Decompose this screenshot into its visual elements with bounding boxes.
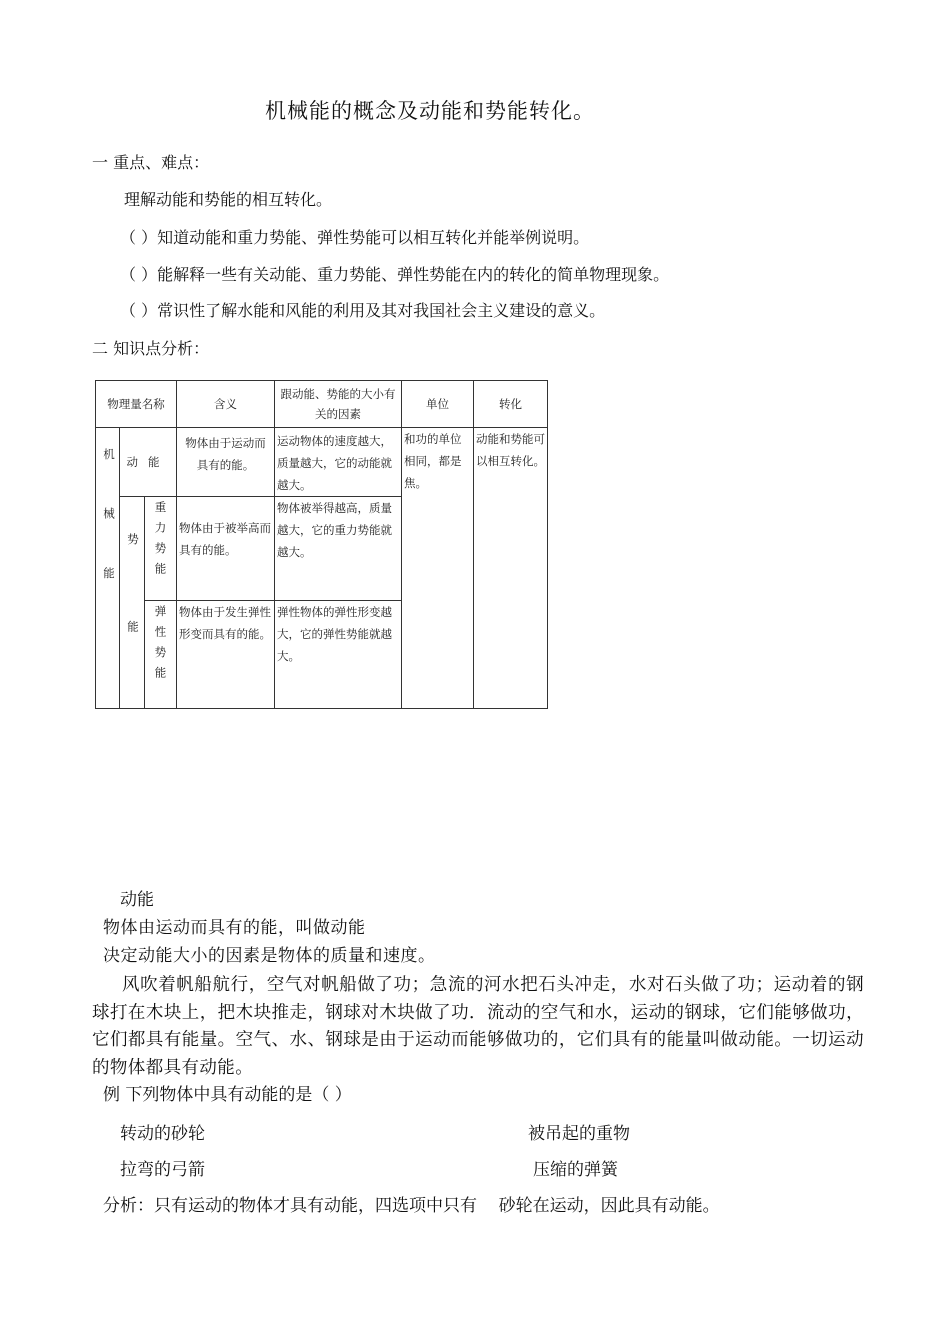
row-name-cell <box>145 497 177 601</box>
key-point-item: （ ）能解释一些有关动能、重力势能、弹性势能在内的转化的简单物理现象。 <box>120 265 670 284</box>
meaning-cell: 物体由于运动而具有的能。 <box>177 428 275 497</box>
page-title: 机械能的概念及动能和势能转化。 <box>265 99 595 123</box>
conversion-cell: 动能和势能可以相互转化。 <box>474 428 548 709</box>
row-name: 重力势能 <box>153 501 168 583</box>
header-cell: 物理量名称 <box>96 381 177 428</box>
example-option: 转动的砂轮 <box>120 1124 205 1144</box>
header-cell: 含义 <box>177 381 275 428</box>
row-name: 弹性势能 <box>153 605 168 688</box>
table-header-row <box>96 381 548 428</box>
group-label: 机械能 <box>102 448 116 627</box>
kinetic-definition: 物体由运动而具有的能，叫做动能 <box>103 918 366 938</box>
example-option: 拉弯的弓箭 <box>120 1160 205 1180</box>
kinetic-factors: 决定动能大小的因素是物体的质量和速度。 <box>103 946 436 966</box>
meaning-cell: 物体由于发生弹性形变而具有的能。 <box>177 601 275 709</box>
example-question: 例 下列物体中具有动能的是（ ） <box>103 1085 352 1105</box>
meaning-cell: 物体由于被举高而具有的能。 <box>177 497 275 601</box>
group-label-cell <box>96 428 120 709</box>
potential-label-cell <box>120 497 145 709</box>
example-option: 被吊起的重物 <box>528 1124 630 1144</box>
unit-cell: 和功的单位相同，都是焦。 <box>402 428 474 709</box>
kinetic-heading: 动能 <box>120 890 154 910</box>
row-name-cell <box>120 428 177 497</box>
row-name-cell <box>145 601 177 709</box>
factors-cell: 物体被举得越高，质量越大，它的重力势能就越大。 <box>275 497 402 601</box>
factors-cell: 弹性物体的弹性形变越大，它的弹性势能就越大。 <box>275 601 402 709</box>
table-row <box>96 428 548 497</box>
example-option: 压缩的弹簧 <box>533 1160 618 1180</box>
key-point-item: （ ）常识性了解水能和风能的利用及其对我国社会主义建设的意义。 <box>120 301 606 320</box>
header-cell: 转化 <box>474 381 548 428</box>
row-name: 动能 <box>126 455 170 469</box>
factors-cell: 运动物体的速度越大，质量越大，它的动能就越大。 <box>275 428 402 497</box>
header-cell: 跟动能、势能的大小有关的因素 <box>275 381 402 428</box>
key-point-item: （ ）知道动能和重力势能、弹性势能可以相互转化并能举例说明。 <box>120 228 590 247</box>
section-heading-key-points: 一 重点、难点： <box>92 153 210 172</box>
section-heading-analysis: 二 知识点分析： <box>92 339 210 358</box>
key-point-summary: 理解动能和势能的相互转化。 <box>124 190 333 209</box>
potential-label: 势能 <box>126 533 140 708</box>
energy-table <box>95 380 548 709</box>
kinetic-paragraph: 风吹着帆船航行，空气对帆船做了功；急流的河水把石头冲走，水对石头做了功；运动着的钢球打在木块上，把木块推走，钢球对木块做了功．流动的空气和水，运动的钢球，它们能够做功，它们都具有能量。空气、水、钢球是由于运动而能够做功的，它们具有的能量叫做动能。一切运动的物体都具有动能。 <box>92 975 864 1078</box>
header-cell: 单位 <box>402 381 474 428</box>
example-analysis: 分析：只有运动的物体才具有动能，四选项中只有 砂轮在运动，因此具有动能。 <box>103 1196 720 1216</box>
